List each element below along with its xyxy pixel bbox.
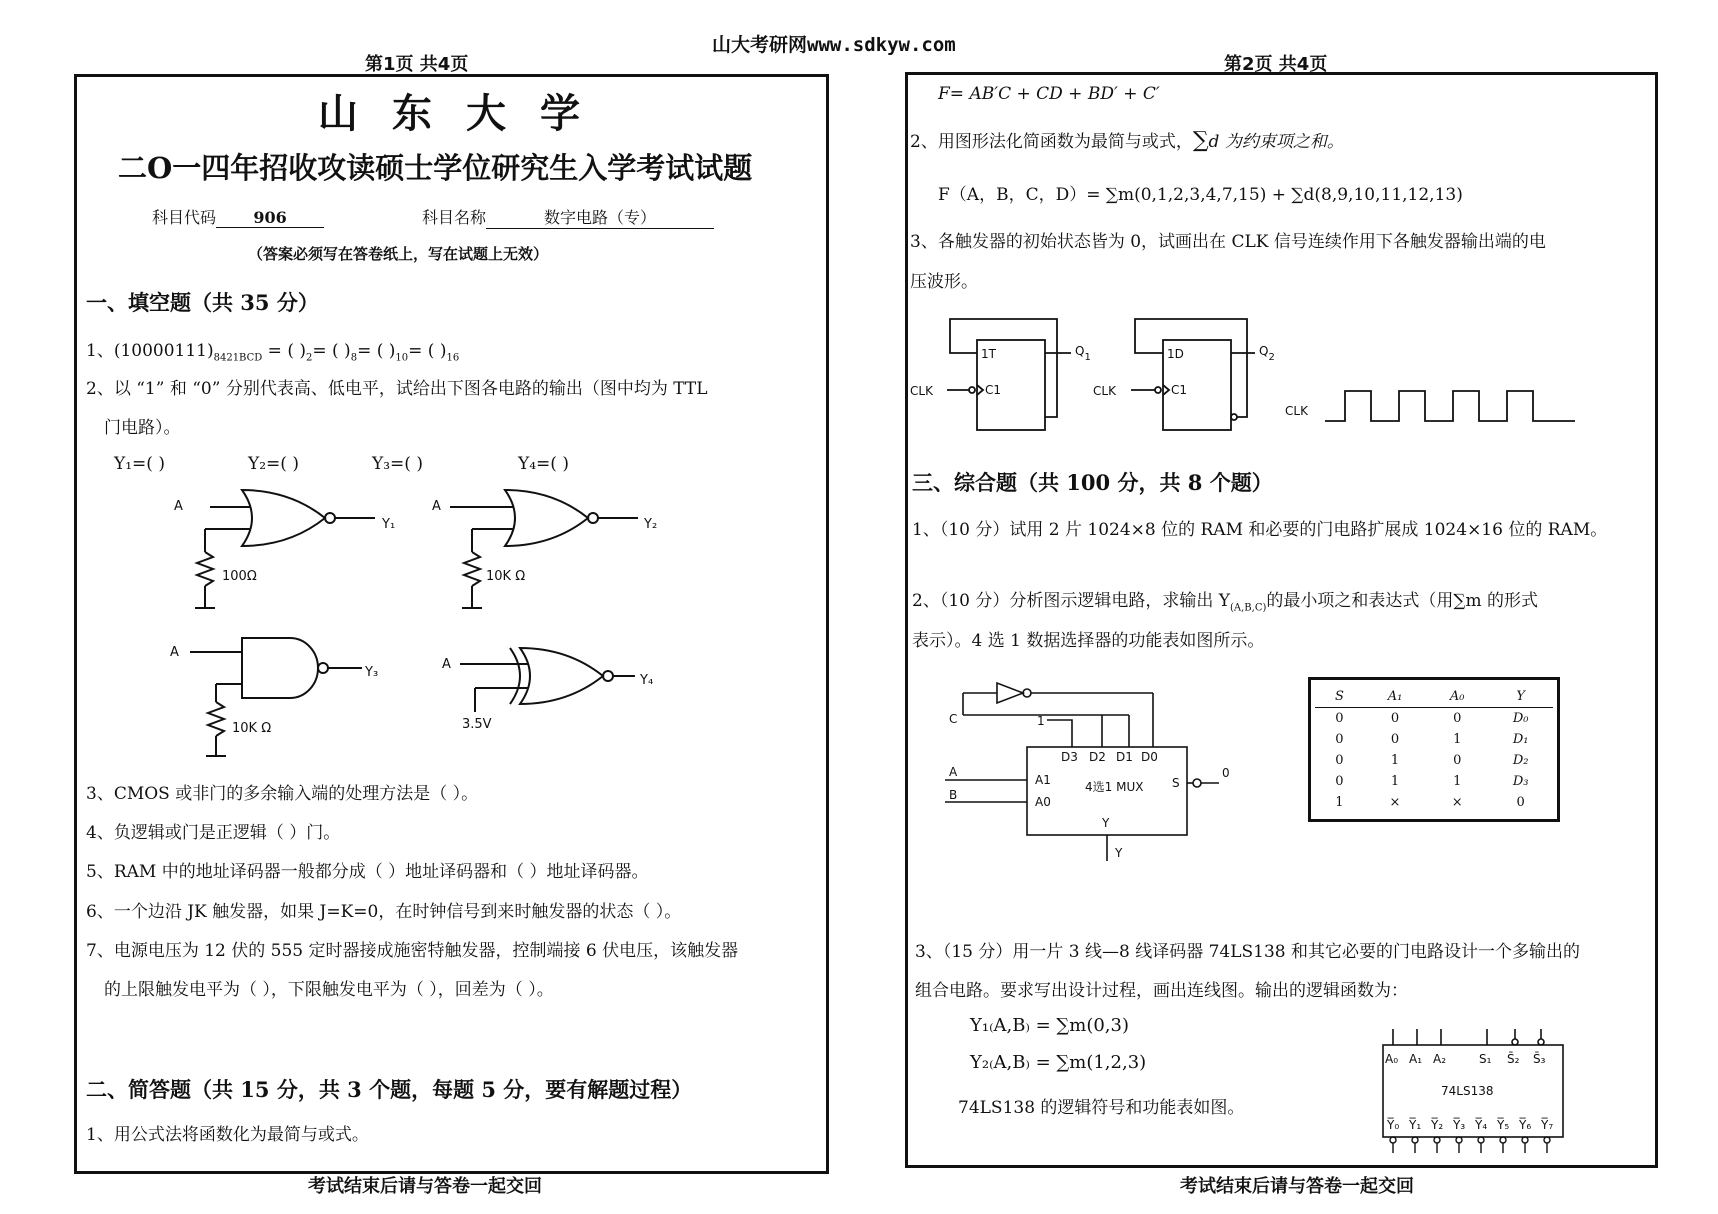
s2q3-line2: 压波形。 [910, 272, 978, 292]
q7-line2: 的上限触发电平为（ ），下限触发电平为（ ），回差为（ ）。 [104, 980, 554, 1000]
gate-circuits-diagram [150, 480, 670, 760]
resistor-label-2: 10K Ω [486, 569, 526, 584]
nor-gate-1 [242, 490, 325, 546]
mux-y-in: Y [1102, 816, 1110, 830]
s3q3-line1: 3、（15 分）用一片 3 线—8 线译码器 74LS138 和其它必要的门电路设计一个多输出的 [915, 942, 1581, 962]
q3: 3、CMOS 或非门的多余输入端的处理方法是（ ）。 [86, 784, 479, 804]
ls138-in-4: S̄₂ [1507, 1052, 1520, 1066]
subject-code: 906 [216, 208, 324, 228]
mux-y-out: Y [1115, 846, 1123, 860]
resistor-1 [197, 552, 213, 586]
clk-label-1: CLK [910, 384, 933, 398]
buffer-gate [997, 683, 1023, 703]
mux-function-table: S A₁ A₀ Y 0 0 0 D₀ 0 0 1 D₁ 0 1 0 D₂ 0 1 1 D₃ 1 × × 0 [1308, 677, 1560, 822]
clk-label-2: CLK [1093, 384, 1116, 398]
output-y4: Y₄ [640, 673, 654, 688]
xnor-gate-4 [520, 648, 603, 704]
subject-name-row [422, 205, 714, 229]
th-y: Y [1516, 689, 1525, 704]
site-header: 山大考研网www.sdkyw.com [712, 34, 956, 56]
mux-input-c: C [949, 712, 958, 726]
c1-label-1: C1 [985, 383, 1002, 397]
ls138-out-7: Y̅₇ [1541, 1118, 1554, 1132]
ls138-out-6: Y̅₆ [1519, 1118, 1532, 1132]
mux-d2: D2 [1089, 750, 1106, 764]
flipflop-diagram [905, 305, 1585, 445]
y4-blank: Y₄=( ) [518, 454, 569, 474]
mux-a0: A0 [1035, 795, 1051, 809]
output-y1: Y₁ [382, 517, 396, 532]
input-a-2: A [432, 499, 441, 514]
q7-line1: 7、电源电压为 12 伏的 555 定时器接成施密特触发器，控制端接 6 伏电压，该触发器 [86, 941, 739, 961]
y3-blank: Y₃=( ) [372, 454, 423, 474]
s2q2-formula: F（A，B，C，D）= ∑m(0,1,2,3,4,7,15) + ∑d(8,9,10,11,12,13) [938, 185, 1463, 205]
input-a-4: A [442, 657, 451, 672]
mux-diagram [935, 665, 1265, 865]
resistor-2 [464, 552, 480, 586]
s2q1: 1、用公式法将函数化为最简与或式。 [86, 1125, 369, 1145]
q4: 4、负逻辑或门是正逻辑（ ）门。 [86, 823, 341, 843]
mux-input-a: A [949, 765, 958, 779]
input-a-1: A [174, 499, 183, 514]
ls138-out-0: Y̅₀ [1387, 1118, 1400, 1132]
mux-s-zero: 0 [1222, 766, 1230, 780]
resistor-label-3: 10K Ω [232, 721, 272, 736]
mux-d1: D1 [1116, 750, 1133, 764]
exam-title: 二O一四年招收攻读硕士学位研究生入学考试试题 [118, 151, 753, 185]
mux-d0: D0 [1141, 750, 1158, 764]
ls138-note: 74LS138 的逻辑符号和功能表如图。 [958, 1098, 1245, 1118]
subject-name: 数字电路（专） [486, 205, 714, 229]
ls138-name: 74LS138 [1441, 1084, 1494, 1098]
answer-note: （答案必须写在答卷纸上，写在试题上无效） [248, 245, 549, 263]
mux-s: S [1172, 776, 1180, 790]
clk-label-3: CLK [1285, 404, 1308, 418]
ls138-out-5: Y̅₅ [1497, 1118, 1510, 1132]
ls138-out-3: Y̅₃ [1453, 1118, 1466, 1132]
subject-code-row [152, 205, 324, 228]
ls138-in-5: S̄₃ [1533, 1052, 1546, 1066]
page2-footer: 考试结束后请与答卷一起交回 [1180, 1176, 1414, 1197]
q1: 1、$(10000111)_{8421BCD}$ = ( )$_2=$ ( )$_8=$ ( )$_{10}=$ ( )$_{16}$ [86, 341, 460, 364]
input-a-3: A [170, 645, 179, 660]
page1-page-label: 第1页 共4页 [365, 54, 469, 75]
t-input-label: 1T [981, 347, 996, 361]
section2-title: 二、简答题（共 15 分，共 3 个题，每题 5 分，要有解题过程） [86, 1077, 693, 1102]
ls138-symbol [1375, 1025, 1575, 1155]
s3q3-line2: 组合电路。要求写出设计过程，画出连线图。输出的逻辑函数为： [915, 981, 1408, 1001]
output-y2: Y₂ [644, 517, 658, 532]
d-input-label: 1D [1167, 347, 1184, 361]
y1-equation: Y₁₍A,B₎ = ∑m(0,3) [970, 1015, 1130, 1036]
ls138-in-0: A₀ [1385, 1052, 1399, 1066]
page2-page-label: 第2页 共4页 [1224, 54, 1328, 75]
s3q1: 1、（10 分）试用 2 片 1024×8 位的 RAM 和必要的门电路扩展成 1024×16 位的 RAM。 [912, 520, 1608, 540]
q1-label: $Q_1$ [1075, 344, 1091, 363]
s2q2: 2、用图形法化简函数为最简与或式，∑d 为约束项之和。 [910, 128, 1344, 153]
q2-label: $Q_2$ [1259, 344, 1275, 363]
th-a0: A₀ [1449, 689, 1465, 704]
mux-input-b: B [949, 788, 958, 802]
s3q2-line2: 表示）。4 选 1 数据选择器的功能表如图所示。 [912, 631, 1265, 651]
q5: 5、RAM 中的地址译码器一般都分成（ ）地址译码器和（ ）地址译码器。 [86, 862, 649, 882]
th-a1: A₁ [1387, 689, 1403, 704]
mux-d3: D3 [1061, 750, 1078, 764]
mux-label: 4选1 MUX [1085, 780, 1144, 794]
section3-title: 三、综合题（共 100 分，共 8 个题） [912, 470, 1273, 495]
mux-a1: A1 [1035, 773, 1051, 787]
subject-code-label: 科目代码 [152, 208, 217, 227]
output-y3: Y₃ [365, 665, 379, 680]
university-title: 山东大学 [318, 90, 614, 137]
subject-name-label: 科目名称 [422, 208, 487, 227]
ls138-in-1: A₁ [1409, 1052, 1423, 1066]
voltage-label-4: 3.5V [462, 717, 492, 732]
nor-gate-2 [505, 490, 588, 546]
ls138-in-2: A₂ [1433, 1052, 1447, 1066]
q6: 6、一个边沿 JK 触发器，如果 J=K=0，在时钟信号到来时触发器的状态（ ）。 [86, 902, 682, 922]
y1-blank: Y₁=( ) [114, 454, 165, 474]
ls138-out-2: Y̅₂ [1431, 1118, 1444, 1132]
mux-const-1: 1 [1037, 714, 1045, 728]
s2q3-line1: 3、各触发器的初始状态皆为 0，试画出在 CLK 信号连续作用下各触发器输出端的电 [910, 232, 1546, 252]
q2-line2: 门电路）。 [104, 418, 181, 438]
y2-equation: Y₂₍A,B₎ = ∑m(1,2,3) [970, 1052, 1147, 1073]
s3q2-line1: 2、（10 分）分析图示逻辑电路，求输出 $Y_{(A,B,C)}$的最小项之和表达式（用∑m 的形式 [912, 591, 1539, 614]
section1-title: 一、填空题（共 35 分） [86, 290, 319, 315]
page1-footer: 考试结束后请与答卷一起交回 [308, 1176, 542, 1197]
ls138-out-1: Y̅₁ [1409, 1118, 1422, 1132]
th-s: S [1334, 689, 1344, 704]
resistor-3 [208, 702, 224, 736]
clk-waveform [1325, 391, 1575, 421]
c1-label-2: C1 [1171, 383, 1188, 397]
ls138-out-4: Y̅₄ [1475, 1118, 1488, 1132]
ls138-in-3: S₁ [1479, 1052, 1492, 1066]
nand-gate-3 [242, 638, 318, 698]
resistor-label-1: 100Ω [222, 569, 257, 584]
q2-line1: 2、以 “1” 和 “0” 分别代表高、低电平，试给出下图各电路的输出（图中均为 TTL [86, 379, 708, 399]
y2-blank: Y₂=( ) [248, 454, 299, 474]
formula-f: F= AB′C + CD + BD′ + C′ [938, 84, 1160, 104]
